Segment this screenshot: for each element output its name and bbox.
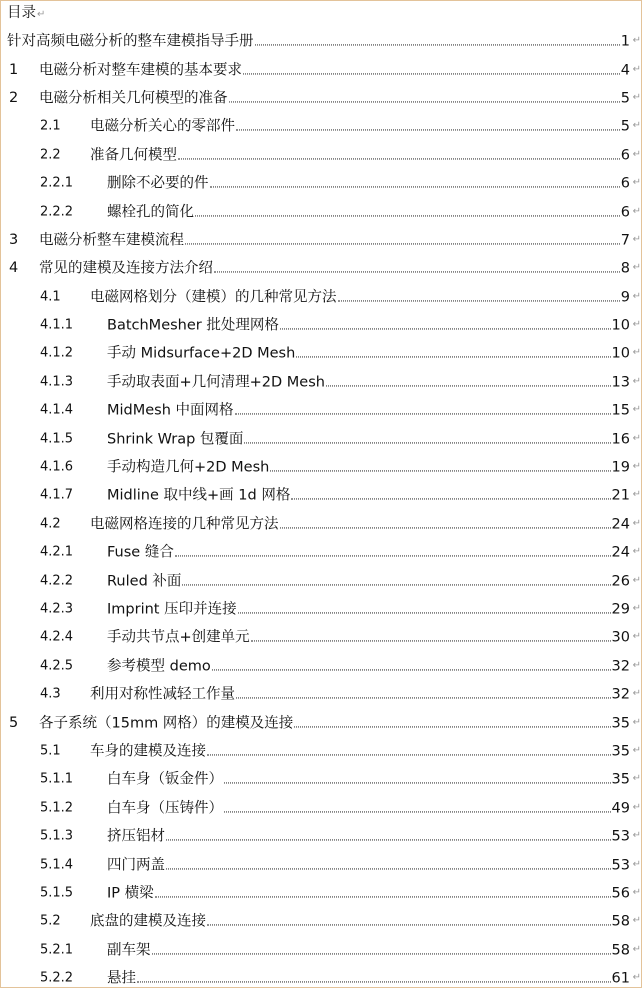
paragraph-mark: ↵ [632,460,641,472]
toc-entry-number: 5.1.3 [40,828,74,844]
toc-entry-title[interactable]: 白车身（钣金件） [107,771,223,788]
toc-entry-title[interactable]: Ruled 补面 [107,573,182,590]
dot-leader [236,130,620,131]
dot-leader [291,499,610,500]
toc-entry[interactable] [0,652,642,680]
paragraph-mark: ↵ [632,91,641,103]
paragraph-mark: ↵ [632,319,641,331]
toc-entry-line [107,938,630,959]
paragraph-mark: ↵ [632,688,641,700]
toc-entry-number: 4.1.7 [40,487,74,503]
dot-leader [238,612,611,613]
toc-entry-number: 4.1 [40,289,61,305]
toc-entry-number: 4 [9,260,19,277]
toc-entry-line [107,825,630,846]
toc-entry-title[interactable]: 参考模型 demo [107,658,211,675]
dot-leader [137,982,611,983]
toc-entry-number: 1 [9,61,19,78]
toc-entry-line [90,143,630,164]
paragraph-mark: ↵ [632,290,641,302]
toc-entry-number: 4.1.3 [40,374,74,390]
toc-entry-line [107,314,630,335]
toc-entry-page: 35 [611,771,630,788]
toc-entry-title[interactable]: 删除不必要的件 [107,175,209,192]
toc-entry-title[interactable]: 利用对称性减轻工作量 [90,686,235,703]
toc-entry-title[interactable]: 各子系统（15mm 网格）的建模及连接 [39,715,294,732]
toc-entry[interactable] [0,595,642,623]
toc-entry[interactable] [0,879,642,907]
paragraph-mark: ↵ [632,830,641,842]
toc-entry[interactable] [0,822,642,850]
toc-entry-number: 5.1 [40,743,61,759]
paragraph-mark: ↵ [632,63,641,75]
toc-entry-number: 4.1.4 [40,402,74,418]
toc-entry-number: 2 [9,89,19,106]
toc-entry-title[interactable]: 电磁分析整车建模流程 [39,232,184,249]
dot-leader [326,385,611,386]
toc-entry-line [39,86,630,107]
dot-leader [152,953,611,954]
toc-entry-page: 6 [620,175,630,192]
toc-entry[interactable] [0,141,642,169]
toc-entry[interactable] [0,169,642,197]
dot-leader [280,329,611,330]
toc-entry-number: 2.1 [40,118,61,134]
toc-entry[interactable] [0,765,642,793]
dot-leader [207,925,611,926]
toc-entry-line [107,597,630,618]
toc-entry-line [107,881,630,902]
toc-entry-page: 35 [611,715,630,732]
toc-entry-number: 5.2.1 [40,942,74,958]
dot-leader [294,726,610,727]
toc-entry-title[interactable]: 电磁网格划分（建模）的几种常见方法 [90,289,337,306]
paragraph-mark: ↵ [632,347,641,359]
toc-entry-page: 32 [611,686,630,703]
dot-leader [166,840,611,841]
dot-leader [224,783,611,784]
toc-entry-title[interactable]: Imprint 压印并连接 [107,601,237,618]
toc-entry-page: 10 [611,317,630,334]
toc-entry-page: 21 [611,487,630,504]
toc-entry[interactable] [0,538,642,566]
toc-entry-line [107,370,630,391]
toc-entry-title[interactable]: 电磁分析相关几何模型的准备 [39,90,228,107]
dot-leader [296,357,610,358]
toc-entry-page: 29 [611,601,630,618]
toc-entry[interactable] [0,907,642,935]
toc-entry-page: 1 [620,33,630,50]
toc-entry-number: 4.2 [40,516,61,532]
toc-entry-page: 61 [611,970,630,987]
toc-entry-line [39,711,630,732]
toc-entry[interactable] [0,112,642,140]
toc-entry-line [39,257,630,278]
toc-entry-title[interactable]: Fuse 缝合 [107,544,174,561]
toc-entry-line [90,285,630,306]
toc-entry-title[interactable]: 车身的建模及连接 [90,743,206,760]
toc-entry[interactable] [0,424,642,452]
dot-leader [236,698,611,699]
toc-entry-page: 32 [611,658,630,675]
toc-entry[interactable] [0,311,642,339]
toc-heading-text: 目录 [7,5,36,21]
dot-leader [244,442,610,443]
toc-entry-line [107,967,630,988]
paragraph-mark: ↵ [632,489,641,501]
paragraph-mark: ↵ [632,602,641,614]
paragraph-mark: ↵ [632,262,641,274]
toc-entry-page: 5 [620,118,630,135]
toc-entry-line [90,683,630,704]
dot-leader [235,414,611,415]
toc-entry-number: 4.3 [40,686,61,702]
toc-entry-page: 16 [611,431,630,448]
toc-entry-title[interactable]: 悬挂 [107,970,136,987]
paragraph-mark: ↵ [632,120,641,132]
toc-entry[interactable] [0,339,642,367]
toc-entry-line [107,541,630,562]
toc-entry[interactable] [0,680,642,708]
toc-entry-title[interactable]: 准备几何模型 [90,147,177,164]
dot-leader [175,556,611,557]
toc-entry-page: 15 [611,402,630,419]
toc-entry-number: 5.2.2 [40,970,74,986]
dot-leader [195,215,620,216]
toc-entry-page: 10 [611,345,630,362]
toc-entry-page: 30 [611,629,630,646]
toc-entry-page: 19 [611,459,630,476]
paragraph-mark: ↵ [632,744,641,756]
paragraph-mark: ↵ [632,631,641,643]
toc-entry-page: 9 [620,289,630,306]
toc-entry-title[interactable]: 电磁网格连接的几种常见方法 [90,516,279,533]
toc-entry-page: 49 [611,800,630,817]
toc-entry-page: 56 [611,885,630,902]
toc-entry[interactable] [0,84,642,112]
table-of-contents [0,27,642,992]
toc-entry-title[interactable]: 挤压铝材 [107,828,165,845]
paragraph-mark: ↵ [632,546,641,558]
paragraph-mark: ↵ [632,858,641,870]
toc-entry-page: 8 [620,260,630,277]
toc-entry[interactable] [0,794,642,822]
paragraph-mark: ↵ [632,233,641,245]
paragraph-mark: ↵ [632,716,641,728]
toc-entry[interactable] [0,254,642,282]
toc-entry-number: 2.2 [40,147,61,163]
toc-entry-title[interactable]: 副车架 [107,942,151,959]
toc-entry-line [107,569,630,590]
toc-entry-number: 4.2.1 [40,544,74,560]
paragraph-mark: ↵ [632,517,641,529]
toc-entry[interactable] [0,623,642,651]
toc-entry[interactable] [0,27,642,55]
paragraph-mark: ↵ [632,915,641,927]
paragraph-mark: ↵ [632,404,641,416]
toc-entry[interactable] [0,55,642,83]
toc-entry-line [107,484,630,505]
toc-entry[interactable] [0,396,642,424]
toc-entry[interactable] [0,197,642,225]
toc-entry-number: 5.1.5 [40,885,74,901]
toc-entry-title[interactable]: Midline 取中线+画 1d 网格 [107,487,291,504]
toc-entry-line [107,427,630,448]
toc-entry-page: 13 [611,374,630,391]
toc-entry[interactable] [0,936,642,964]
toc-entry-title[interactable]: 手动构造几何+2D Mesh [107,459,270,476]
dot-leader [166,868,611,869]
toc-entry-page: 58 [611,913,630,930]
toc-entry-page: 24 [611,544,630,561]
toc-entry-title[interactable]: 电磁分析关心的零部件 [90,118,235,135]
toc-entry-title[interactable]: 手动共节点+创建单元 [107,629,250,646]
toc-heading [7,3,45,25]
toc-entry-title[interactable]: BatchMesher 批处理网格 [107,317,279,334]
toc-entry-number: 4.2.2 [40,573,74,589]
toc-entry[interactable] [0,566,642,594]
toc-entry-title[interactable]: 电磁分析对整车建模的基本要求 [39,62,242,79]
toc-entry-line [107,853,630,874]
toc-entry[interactable] [0,283,642,311]
paragraph-mark: ↵ [37,9,46,20]
toc-entry-page: 58 [611,942,630,959]
dot-leader [207,754,611,755]
toc-entry-title[interactable]: Shrink Wrap 包覆面 [107,431,244,448]
toc-entry[interactable] [0,737,642,765]
toc-entry-number: 4.1.5 [40,431,74,447]
dot-leader [243,73,620,74]
toc-entry[interactable] [0,850,642,878]
toc-entry-page: 4 [620,62,630,79]
toc-entry-page: 6 [620,203,630,220]
paragraph-mark: ↵ [632,659,641,671]
toc-entry[interactable] [0,510,642,538]
toc-entry-number: 5.1.1 [40,771,74,787]
toc-entry-line [7,30,630,51]
toc-entry[interactable] [0,481,642,509]
paragraph-mark: ↵ [632,177,641,189]
toc-entry-page: 26 [611,573,630,590]
toc-entry-line [90,910,630,931]
toc-entry-title[interactable]: MidMesh 中面网格 [107,402,234,419]
toc-entry-page: 53 [611,856,630,873]
paragraph-mark: ↵ [632,205,641,217]
toc-entry[interactable] [0,453,642,481]
toc-entry-number: 2.2.1 [40,175,74,191]
toc-entry[interactable] [0,368,642,396]
toc-entry-title[interactable]: 手动取表面+几何清理+2D Mesh [107,374,325,391]
toc-entry-title[interactable]: 常见的建模及连接方法介绍 [39,260,213,277]
toc-entry-line [107,768,630,789]
toc-entry-number: 4.1.2 [40,345,74,361]
toc-entry[interactable] [0,708,642,736]
toc-entry-number: 5.1.2 [40,800,74,816]
toc-entry-number: 5.1.4 [40,857,74,873]
toc-entry-line [39,58,630,79]
dot-leader [212,669,611,670]
toc-entry-page: 35 [611,743,630,760]
toc-entry-number: 3 [9,231,19,248]
dot-leader [229,101,620,102]
paragraph-mark: ↵ [632,972,641,984]
dot-leader [338,300,620,301]
dot-leader [210,187,620,188]
toc-entry-line [107,654,630,675]
toc-entry-number: 4.2.4 [40,629,74,645]
paragraph-mark: ↵ [632,148,641,160]
dot-leader [155,896,611,897]
paragraph-mark: ↵ [632,943,641,955]
paragraph-mark: ↵ [632,886,641,898]
paragraph-mark: ↵ [632,375,641,387]
toc-entry-page: 5 [620,90,630,107]
toc-entry-number: 2.2.2 [40,204,74,220]
toc-entry-line [90,512,630,533]
dot-leader [280,527,611,528]
paragraph-mark: ↵ [632,801,641,813]
toc-entry-title[interactable]: IP 横梁 [107,885,154,902]
toc-entry-number: 4.1.1 [40,317,74,333]
toc-entry-line [107,399,630,420]
toc-entry-title[interactable]: 白车身（压铸件） [107,800,223,817]
toc-entry-page: 6 [620,147,630,164]
dot-leader [255,45,620,46]
toc-entry-title[interactable]: 手动 Midsurface+2D Mesh [107,345,296,362]
toc-entry-page: 24 [611,516,630,533]
toc-entry-line [107,200,630,221]
toc-entry-title[interactable]: 针对高频电磁分析的整车建模指导手册 [7,33,254,50]
toc-entry-number: 4.2.5 [40,658,74,674]
paragraph-mark: ↵ [632,432,641,444]
dot-leader [270,470,610,471]
toc-entry-number: 4.2.3 [40,601,74,617]
toc-entry-line [107,796,630,817]
dot-leader [251,641,611,642]
toc-entry-line [39,228,630,249]
toc-entry-number: 5.2 [40,913,61,929]
toc-entry-title[interactable]: 螺栓孔的简化 [107,203,194,220]
toc-entry-line [107,455,630,476]
toc-entry-title[interactable]: 四门两盖 [107,856,165,873]
toc-entry-page: 53 [611,828,630,845]
toc-entry-line [107,626,630,647]
toc-entry-line [107,342,630,363]
toc-entry-line [90,739,630,760]
dot-leader [214,272,620,273]
paragraph-mark: ↵ [632,574,641,586]
toc-entry-line [107,172,630,193]
dot-leader [178,158,620,159]
toc-entry-number: 4.1.6 [40,459,74,475]
paragraph-mark: ↵ [632,773,641,785]
toc-entry-title[interactable]: 底盘的建模及连接 [90,913,206,930]
paragraph-mark: ↵ [632,35,641,47]
toc-entry-page: 7 [620,232,630,249]
toc-entry[interactable] [0,226,642,254]
toc-entry-number: 5 [9,714,19,731]
dot-leader [182,584,610,585]
dot-leader [224,811,611,812]
dot-leader [185,243,620,244]
toc-entry-line [90,115,630,136]
